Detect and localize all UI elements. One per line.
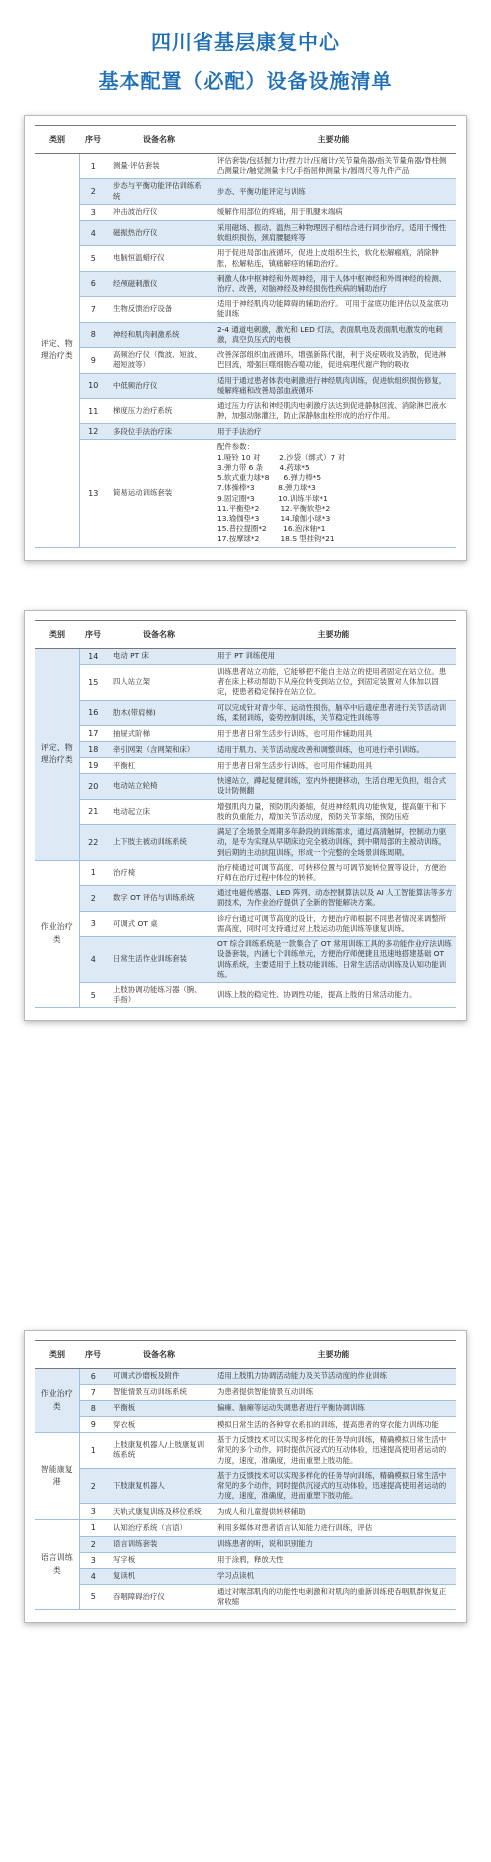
table-row [35,700,456,725]
device-name: 步态与平衡功能评估训练系统 [107,179,211,204]
table-row [35,271,456,296]
device-name: 可调式沙磨板及附件 [107,1369,211,1385]
table-row [35,825,456,861]
device-name: 上肢协调功能练习器（腕、手指） [107,982,211,1007]
table-row [35,154,456,179]
table-card-1 [24,115,467,561]
row-number: 14 [79,649,107,665]
row-number: 3 [79,911,107,936]
device-function: 偏瘫、脑瘫等运动失调患者进行平衡协调训练 [211,1401,456,1417]
row-number: 12 [79,424,107,440]
row-number: 4 [79,220,107,245]
column-header-name: 设备名称 [107,621,211,649]
device-name: 语言训练套装 [107,1536,211,1552]
device-function: 满足了全场景全周期多年龄段的训练需求，通过高清触屏，控制动力驱动，是专为实现从早期床边完全被动训练，到中期局部的主被动训练，到后期的主动抗阻训练，形成一个完整的全场景训练周期。 [211,825,456,861]
row-number: 22 [79,825,107,861]
table-row [35,1568,456,1584]
device-name: 可调式 OT 桌 [107,911,211,936]
table-row [35,398,456,423]
row-number: 11 [79,398,107,423]
device-function: 用于涂鸦，释放天性 [211,1552,456,1568]
table-row [35,1468,456,1504]
table-row [35,758,456,774]
column-header-function: 主要功能 [211,621,456,649]
row-number: 1 [79,860,107,885]
device-function: 采用磁场、振动、温热三种物理因子相结合进行同步治疗，适用于慢性软组织损伤，颈肩腰腿疼等 [211,220,456,245]
device-name: 平衡杠 [107,758,211,774]
device-name: 电动 PT 床 [107,649,211,665]
device-name: 中低频治疗仪 [107,373,211,398]
row-number: 2 [79,886,107,911]
column-header-function: 主要功能 [211,1341,456,1369]
table-row [35,348,456,373]
table-row [35,1433,456,1469]
device-function: 刺激人体中枢神经和外周神经，用于人体中枢神经和外周神经的检测、治疗、改善，对脑神经及神经损伤性疾病的辅助治疗 [211,271,456,296]
row-number: 16 [79,700,107,725]
table-header-row [35,621,456,649]
device-function: 步态、平衡功能评定与训练 [211,179,456,204]
table-row [35,649,456,665]
device-function: 适用于神经肌肉功能障碍的辅助治疗。 可用于盆底功能评估以及盆底功能训练 [211,297,456,322]
row-number: 2 [79,1536,107,1552]
device-function: 适用于通过患者体表电刺激进行神经肌肉训练，促进软组织损伤修复，缓解疼痛和改善局部血液循环 [211,373,456,398]
row-number: 1 [79,1520,107,1536]
table-row [35,937,456,983]
device-function: 增强肌肉力量，预防肌肉萎缩，促进神经肌肉功能恢复，提高躯干和下肢的负重能力，增加关节活动度，预防关节挛缩，预防压疮 [211,799,456,824]
table-row [35,297,456,322]
device-function: 通过压力疗法和神经肌肉电刺激疗法达到促进静脉回流、消除淋巴液水肿，加强动脉灌注，防止深静脉血栓形成的治疗作用。 [211,398,456,423]
row-number: 13 [79,440,107,547]
device-function: 训练上肢的稳定性、协调性功能，提高上肢的日常活动能力。 [211,982,456,1007]
table-row [35,179,456,204]
row-number: 9 [79,1417,107,1433]
device-function: 用于促进局部血液循环，促进上皮组织生长，软化松解瘢痕，消除肿胀，松解粘连，镇痛解痉的辅助治疗。 [211,246,456,271]
row-number: 2 [79,1468,107,1504]
category-cell: 智能康复港 [35,1433,79,1520]
table-row [35,322,456,347]
column-header-no: 序号 [79,621,107,649]
category-cell: 语言训练类 [35,1520,79,1610]
device-name: 吞咽障碍治疗仪 [107,1584,211,1609]
row-number: 3 [79,204,107,220]
row-number: 1 [79,154,107,179]
table-row [35,204,456,220]
device-function: 基于力反馈技术可以实现多样化的任务导向训练，精确模拟日常生活中常见的多个动作，同时提供沉浸式的互动体验，迅速提高使用者运动的力度，速度，准确度，进而重塑上肢功能。 [211,1433,456,1469]
function-list-item: 1.哑铃 10 对 2.沙袋（绑式）7 对 [217,452,345,462]
table-header-row [35,126,456,154]
row-number: 3 [79,1552,107,1568]
row-number: 19 [79,758,107,774]
row-number: 5 [79,982,107,1007]
device-function: 诊疗台通过可调节高度的设计，方便治疗师根据不同患者情况来调整所需高度，同时可支持通过对上肢运动功能训练等康复训练。 [211,911,456,936]
device-function: 用于患者日常生活步行训练，也可用作辅助用具 [211,758,456,774]
table-row [35,1520,456,1536]
table-row [35,886,456,911]
device-function: 适用上肢肌力协调活动能力及关节活动度的作业训练 [211,1369,456,1385]
title-line-1: 四川省基层康复中心 [151,30,340,54]
equipment-table-1 [35,125,456,548]
device-name: 四人站立架 [107,665,211,701]
table-row [35,742,456,758]
device-name: 数字 OT 评估与训练系统 [107,886,211,911]
device-name: 抽屉式阶梯 [107,726,211,742]
row-number: 6 [79,1369,107,1385]
column-header-no: 序号 [79,126,107,154]
equipment-table-3 [35,1340,456,1610]
row-number: 2 [79,179,107,204]
device-name: 电动起立床 [107,799,211,824]
device-function: 快速站立，蹲起复健训练，室内外便捷移动，生活自理无负担，组合式设计防侧翻 [211,774,456,799]
table-row [35,774,456,799]
row-number: 4 [79,937,107,983]
device-name: 穿衣板 [107,1417,211,1433]
table-row [35,726,456,742]
device-function: 通过电磁传感器、LED 阵列、动态控制算法以及 AI 人工智能算法等多方面技术，为作业治疗提供了全新的智能解决方案。 [211,886,456,911]
function-list-item: 15.普拉提圈*2 16.泡沫轴*1 [217,524,326,534]
device-name: 生物反馈治疗设备 [107,297,211,322]
table-row [35,911,456,936]
device-name: 冲击波治疗仪 [107,204,211,220]
device-function: 评估套装/包括握力计/捏力计/压痛计/关节量角器/指关节量角器/脊柱侧凸测量计/触觉测量卡尺/手指屈伸测量卡/圆周尺等九件产品 [211,154,456,179]
device-name: 天轨式康复训练及移位系统 [107,1504,211,1520]
column-header-name: 设备名称 [107,1341,211,1369]
device-name: 肋木(带肩梯) [107,700,211,725]
device-function: 基于力反馈技术可以实现多样化的任务导向训练，精确模拟日常生活中常见的多个动作，同时提供沉浸式的互动体验，迅速提高使用者运动的力度，速度，准确度，进而重塑下肢功能。 [211,1468,456,1504]
category-cell: 评定、物理治疗类 [35,154,79,548]
device-name: 日常生活作业训练套装 [107,937,211,983]
row-number: 5 [79,1584,107,1609]
row-number: 9 [79,348,107,373]
row-number: 17 [79,726,107,742]
device-name: 平衡板 [107,1401,211,1417]
device-name: 经颅磁刺激仪 [107,271,211,296]
function-list-item: 5.软式重力球*8 6.弹力棒*5 [217,473,322,483]
device-name: 智能情景互动训练系统 [107,1385,211,1401]
function-list-item: 13.瑜伽垫*3 14.瑜伽小球*3 [217,513,331,523]
function-list-item: 7.体操棒*3 8.弹力球*3 [217,483,316,493]
table-header-row [35,1341,456,1369]
table-row [35,860,456,885]
row-number: 3 [79,1504,107,1520]
device-function: 可以完成针对青少年、运动性损伤，脑卒中后遗症患者进行关节活动训练，柔韧训练，姿势控制训练，关节稳定性训练等 [211,700,456,725]
device-function [211,440,456,547]
device-function: 适用于肌力、关节活动度改善和调整训练，也可进行牵引训练。 [211,742,456,758]
table-row [35,1584,456,1609]
device-function: 缓解作用部位的疼痛，用于肌腱末端病 [211,204,456,220]
row-number: 1 [79,1433,107,1469]
device-function: 学习点读机 [211,1568,456,1584]
row-number: 21 [79,799,107,824]
function-list-item: 9.固定圈*3 10.训练半球*1 [217,493,328,503]
device-name: 治疗椅 [107,860,211,885]
device-name: 上肢康复机器人/上肢康复训练系统 [107,1433,211,1469]
device-function: 训练患者站立功能，它能够把不能自主站立的使用者固定在站立位。患者在床上移动帮助下从座位转变到站立位，到固定装置对人体加以固定，使患者稳定保持在站立位。 [211,665,456,701]
device-name: 梯度压力治疗系统 [107,398,211,423]
column-header-category: 类别 [35,1341,79,1369]
row-number: 5 [79,246,107,271]
device-function: 用于手法治疗 [211,424,456,440]
device-function: 用于 PT 训练使用 [211,649,456,665]
table-row [35,373,456,398]
table-row [35,246,456,271]
function-list-header: 配件参数： [217,442,254,452]
column-header-category: 类别 [35,126,79,154]
column-header-no: 序号 [79,1341,107,1369]
table-card-2 [24,610,467,1021]
function-list-item: 11.平衡垫*2 12.平衡软垫*2 [217,503,331,513]
table-row [35,1417,456,1433]
row-number: 6 [79,271,107,296]
table-row [35,799,456,824]
category-cell: 评定、物理治疗类 [35,649,79,861]
device-name: 上下肢主被动训练系统 [107,825,211,861]
device-function: 通过对喉部肌肉的功能性电刺激和对肌肉的重新训练使吞咽肌群恢复正常收缩 [211,1584,456,1609]
device-name: 电脑恒温蜡疗仪 [107,246,211,271]
device-function: 为患者提供智能情景互动训练 [211,1385,456,1401]
device-function: 为成人和儿童提供转移辅助 [211,1504,456,1520]
equipment-table-2 [35,620,456,1008]
device-function: OT 综合训练系统是一款集合了 OT 常用训练工具的多功能作业疗法训练设备套装，内涵七个训练单元，方便治疗师便捷且迅速地搭建基础 OT 训练系统，主要适用于上肢功能训练、日常生活活动训练及认知功能训练。 [211,937,456,983]
column-header-function: 主要功能 [211,126,456,154]
row-number: 4 [79,1568,107,1584]
table-row [35,665,456,701]
table-row [35,220,456,245]
column-header-category: 类别 [35,621,79,649]
table-row [35,1504,456,1520]
device-name: 神经和肌肉刺激系统 [107,322,211,347]
row-number: 18 [79,742,107,758]
device-function: 用于患者日常生活步行训练，也可用作辅助用具 [211,726,456,742]
device-name: 复读机 [107,1568,211,1584]
row-number: 7 [79,297,107,322]
device-function: 利用多媒体对患者语言认知能力进行训练，评估 [211,1520,456,1536]
device-name: 认知治疗系统（言语） [107,1520,211,1536]
device-function: 模拟日常生活的各种穿衣系扣的训练，提高患者的穿衣能力训练功能 [211,1417,456,1433]
device-name: 简易运动训练套装 [107,440,211,547]
table-row [35,1552,456,1568]
device-name: 磁振热治疗仪 [107,220,211,245]
function-list-item: 3.弹力带 6 条 4.药球*5 [217,462,310,472]
device-function: 训练患者的听，说和识别能力 [211,1536,456,1552]
category-cell: 作业治疗类 [35,860,79,1008]
row-number: 7 [79,1385,107,1401]
table-row [35,424,456,440]
device-name: 牵引网架（含网架和床） [107,742,211,758]
document-header [0,0,491,110]
table-row [35,1536,456,1552]
device-function: 改善深部组织血液循环，增强新陈代谢，利于炎症吸收及消散，促进淋巴回流，增强巨噬细胞吞噬功能，促进病理代谢产物的吸收 [211,348,456,373]
device-name: 电动站立轮椅 [107,774,211,799]
table-row [35,440,456,547]
table-row [35,1401,456,1417]
device-name: 下肢康复机器人 [107,1468,211,1504]
row-number: 10 [79,373,107,398]
row-number: 8 [79,1401,107,1417]
device-name: 高频治疗仪（微波、短波、超短波等） [107,348,211,373]
title-line-2: 基本配置（必配）设备设施清单 [98,69,393,93]
row-number: 15 [79,665,107,701]
device-function: 2-4 通道电刺激，激光和 LED 灯法，表面肌电及表面肌电激发的电刺激，真空负压式的电极 [211,322,456,347]
device-name: 多段位手法治疗床 [107,424,211,440]
device-function: 治疗椅通过可调节高度、可转移位置与可调节旋转位置等设计，方便治疗师在治疗过程中体位的转移。 [211,860,456,885]
category-cell: 作业治疗类 [35,1369,79,1433]
device-name: 写字板 [107,1552,211,1568]
function-list-item: 17.按摩球*2 18.S 型挂钩*21 [217,534,335,544]
table-row [35,982,456,1007]
column-header-name: 设备名称 [107,126,211,154]
table-card-3 [24,1330,467,1623]
row-number: 8 [79,322,107,347]
row-number: 20 [79,774,107,799]
table-row [35,1385,456,1401]
device-name: 测量·评估套装 [107,154,211,179]
table-row [35,1369,456,1385]
